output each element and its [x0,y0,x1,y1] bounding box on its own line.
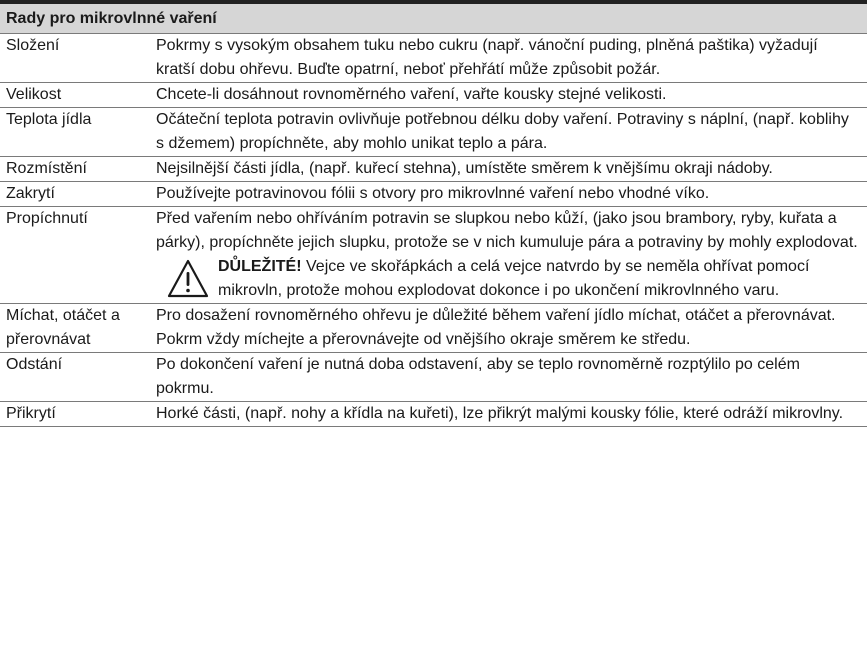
table-row [0,108,867,157]
row-label: Teplota jídla [0,108,150,157]
note-body [218,255,859,303]
row-label: Velikost [0,83,150,108]
row-label: Propíchnutí [0,207,150,304]
row-text: Chcete-li dosáhnout rovnoměrného vaření, vařte kousky stejné velikosti. [150,83,867,108]
row-text-with-note [150,207,867,304]
row-text: Horké části, (např. nohy a křídla na kuřeti), lze přikrýt malými kousky fólie, které odráží mikrovlny. [150,402,867,427]
row-text: Pokrmy s vysokým obsahem tuku nebo cukru (např. vánoční puding, plněná paštika) vyžadují kratší dobu ohřevu. Buďte opatrní, neboť přehřátí může způsobit požár. [150,34,867,83]
row-text: Nejsilnější části jídla, (např. kuřecí stehna), umístěte směrem k vnějšímu okraji nádoby. [150,157,867,182]
table-row [0,34,867,83]
table-row [0,402,867,427]
row-label: Míchat, otáčet a přerovnávat [0,304,150,353]
row-text: Používejte potravinovou fólii s otvory pro mikrovlnné vaření nebo vhodné víko. [150,182,867,207]
table-row [0,207,867,304]
row-text: Očáteční teplota potravin ovlivňuje potřebnou délku doby vaření. Potraviny s náplní, (např. koblihy s džemem) propíchněte, aby mohlo unikat teplo a pára. [150,108,867,157]
row-text: Pro dosažení rovnoměrného ohřevu je důležité během vaření jídlo míchat, otáčet a přerovnávat. Pokrm vždy míchejte a přerovnávejte od vnějšího okraje směrem ke středu. [150,304,867,353]
row-text: Po dokončení vaření je nutná doba odstavení, aby se teplo rovnoměrně rozptýlilo po celém pokrmu. [150,353,867,402]
row-text: Před vařením nebo ohříváním potravin se slupkou nebo kůží, (jako jsou brambory, ryby, kuřata a párky), propíchněte jejich slupku, protože se v nich kumuluje pára a potraviny by mohly explodovat. [156,210,858,251]
important-note [166,255,859,303]
note-title: DŮLEŽITÉ! [218,258,302,275]
table-row [0,353,867,402]
row-label: Odstání [0,353,150,402]
microwave-tips-table [0,4,867,427]
note-text: Vejce ve skořápkách a celá vejce natvrdo by se neměla ohřívat pomocí mikrovln, protože mohou explodovat dokonce i po ukončení mikrovlnného varu. [218,258,810,299]
row-label: Rozmístění [0,157,150,182]
row-label: Přikrytí [0,402,150,427]
table-header-row [0,4,867,34]
table-row [0,157,867,182]
row-label: Zakrytí [0,182,150,207]
table-row [0,304,867,353]
warning-triangle-icon [166,257,210,301]
row-label: Složení [0,34,150,83]
table-title: Rady pro mikrovlnné vaření [0,4,867,34]
table-row [0,182,867,207]
table-row [0,83,867,108]
